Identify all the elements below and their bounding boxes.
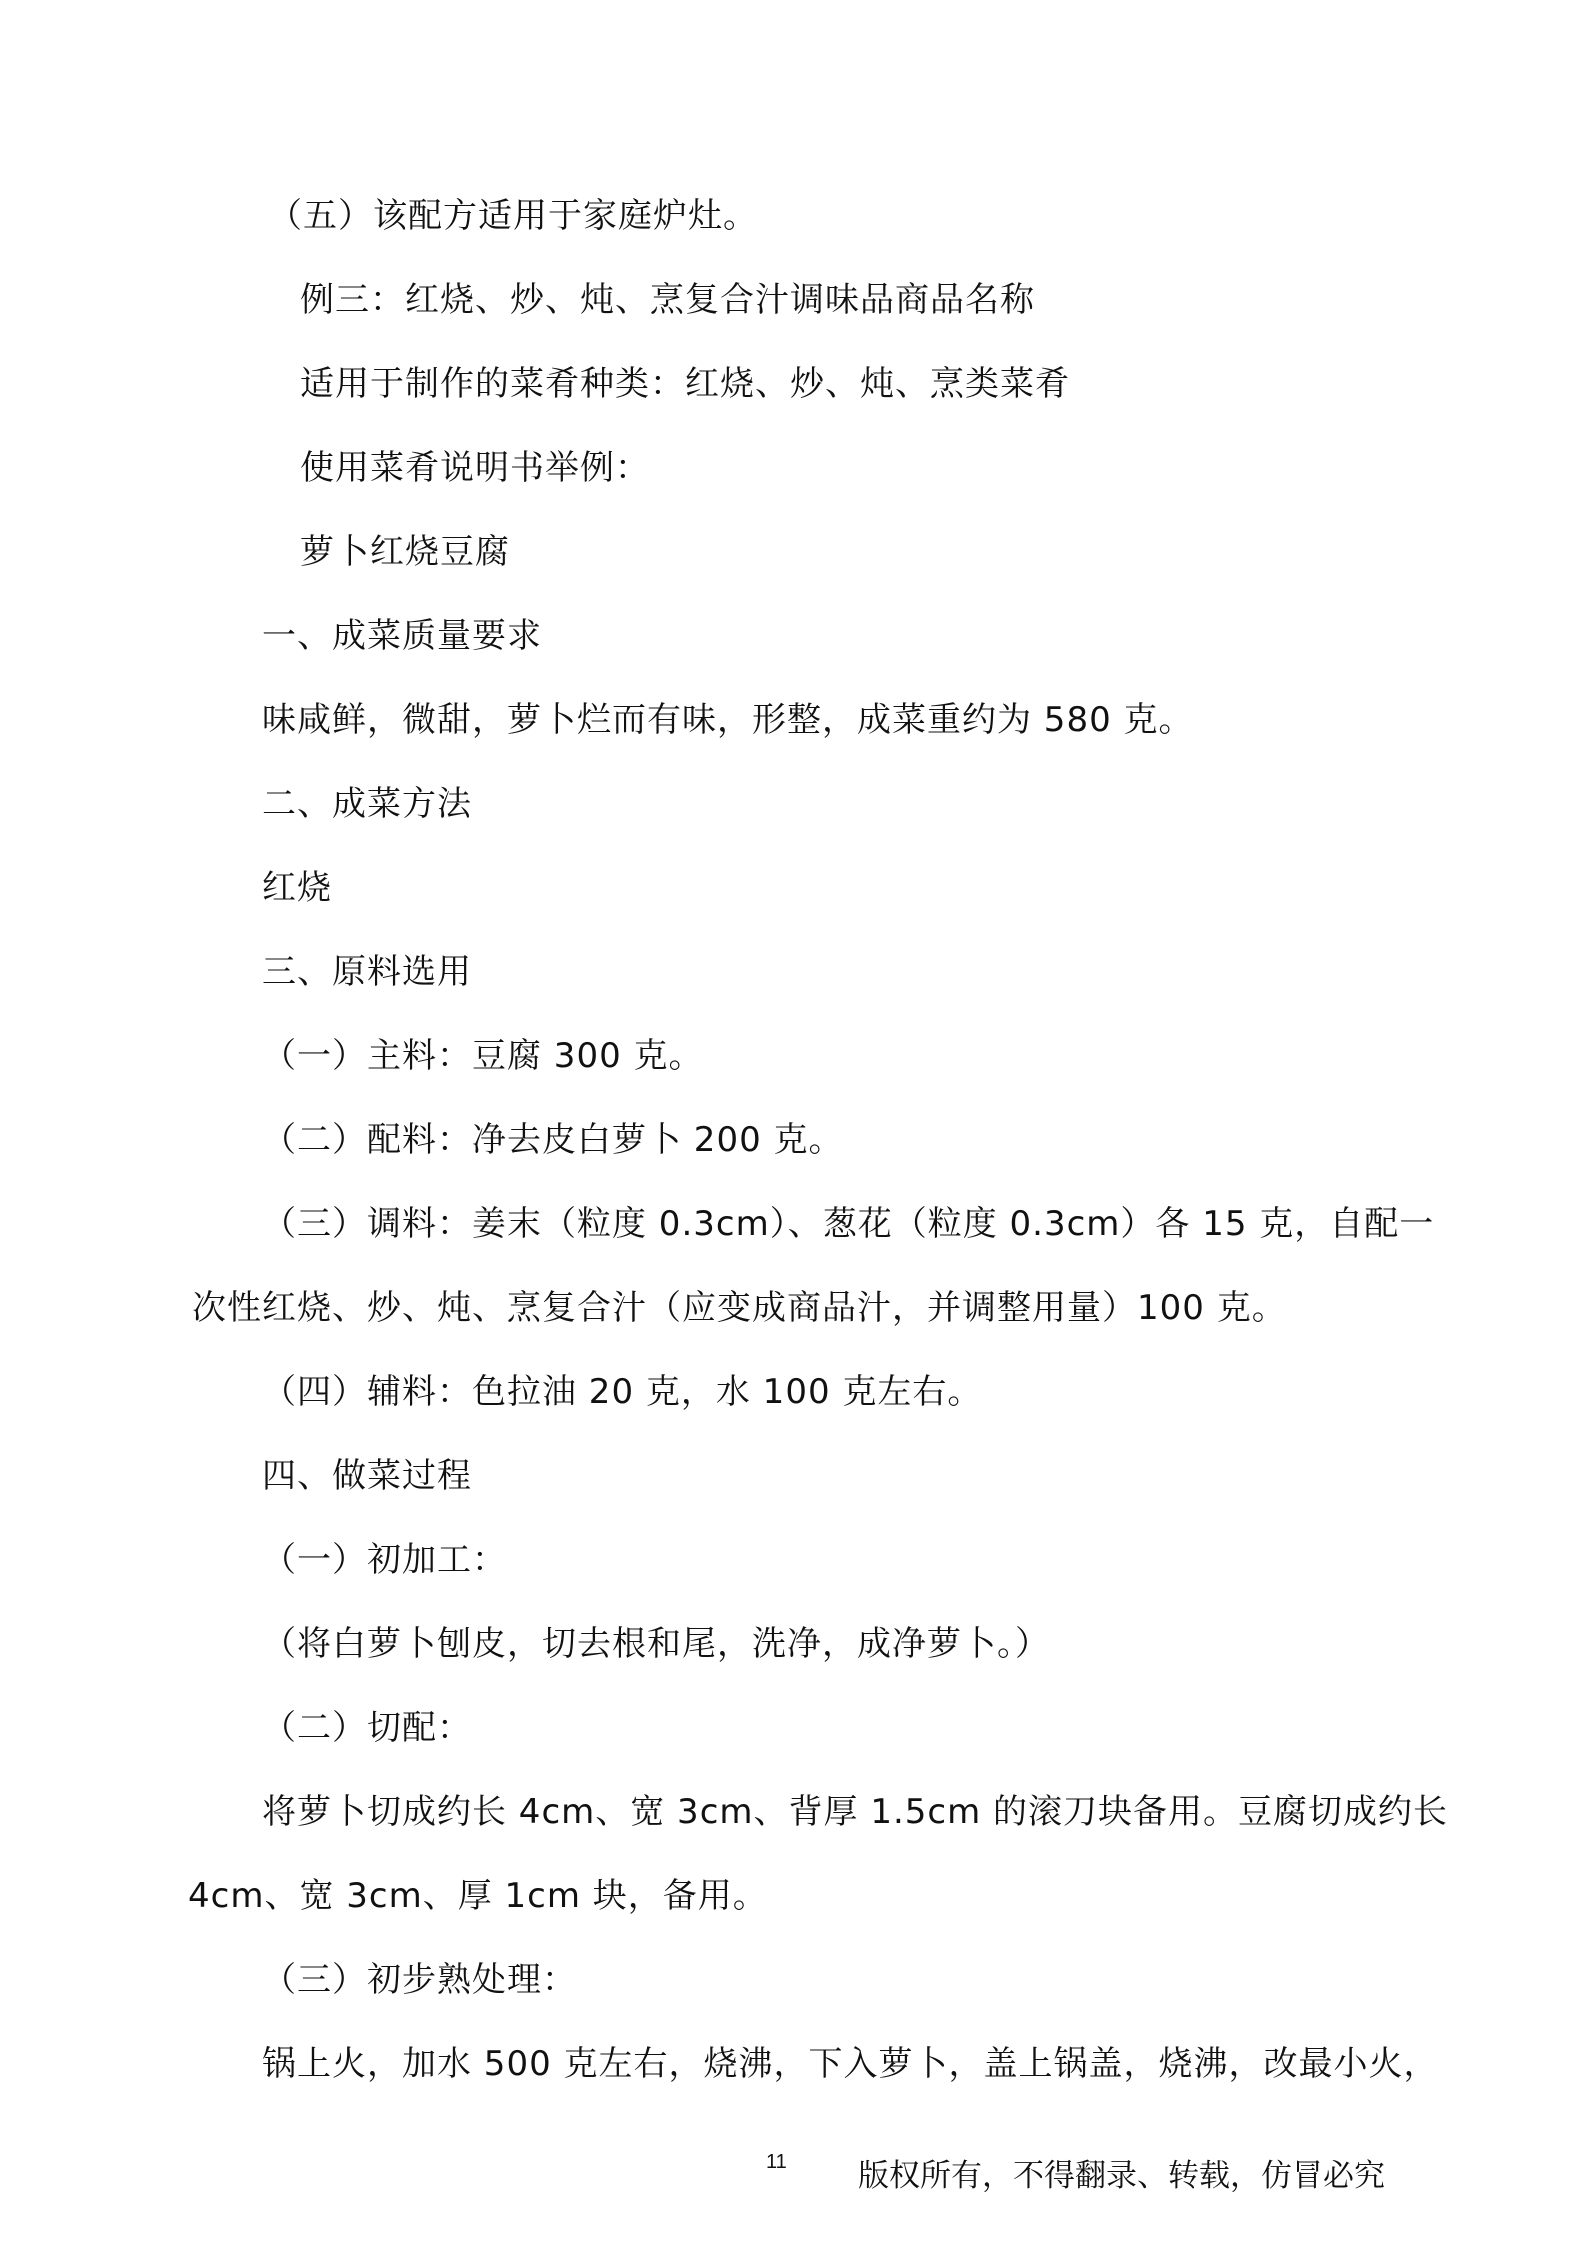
text-line: （二）切配： (262, 1708, 472, 1748)
text-line: （三）初步熟处理： (262, 1960, 577, 2000)
text-line: 萝卜红烧豆腐 (300, 532, 510, 572)
text-line: 使用菜肴说明书举例： (300, 448, 650, 488)
text-line: （将白萝卜刨皮，切去根和尾，洗净，成净萝卜。） (262, 1624, 1050, 1664)
text-line: （二）配料：净去皮白萝卜 200 克。 (262, 1120, 844, 1160)
text-line: （四）辅料：色拉油 20 克，水 100 克左右。 (262, 1372, 983, 1412)
copyright-notice: 版权所有，不得翻录、转载，仿冒必究 (858, 2158, 1385, 2194)
text-line: 将萝卜切成约长 4cm、宽 3cm、背厚 1.5cm 的滚刀块备用。豆腐切成约长 (262, 1792, 1449, 1832)
text-line: 次性红烧、炒、炖、烹复合汁（应变成商品汁，并调整用量）100 克。 (192, 1288, 1287, 1328)
section-heading: 四、做菜过程 (262, 1456, 472, 1496)
text-line: （五）该配方适用于家庭炉灶。 (268, 196, 758, 236)
text-line: 味咸鲜，微甜，萝卜烂而有味，形整，成菜重约为 580 克。 (262, 700, 1194, 740)
text-line: （一）初加工： (262, 1540, 507, 1580)
section-heading: 三、原料选用 (262, 952, 472, 992)
section-heading: 一、成菜质量要求 (262, 616, 542, 656)
text-line: 4cm、宽 3cm、厚 1cm 块，备用。 (188, 1876, 768, 1916)
page-number: 11 (766, 2151, 787, 2173)
text-line: （一）主料：豆腐 300 克。 (262, 1036, 704, 1076)
text-line: 例三：红烧、炒、炖、烹复合汁调味品商品名称 (300, 280, 1035, 320)
text-line: 红烧 (262, 868, 332, 908)
section-heading: 二、成菜方法 (262, 784, 472, 824)
text-line: （三）调料：姜末（粒度 0.3cm）、葱花（粒度 0.3cm）各 15 克，自配一 (262, 1204, 1435, 1244)
text-line: 锅上火，加水 500 克左右，烧沸，下入萝卜，盖上锅盖，烧沸，改最小火， (262, 2044, 1439, 2084)
text-line: 适用于制作的菜肴种类：红烧、炒、炖、烹类菜肴 (300, 364, 1070, 404)
